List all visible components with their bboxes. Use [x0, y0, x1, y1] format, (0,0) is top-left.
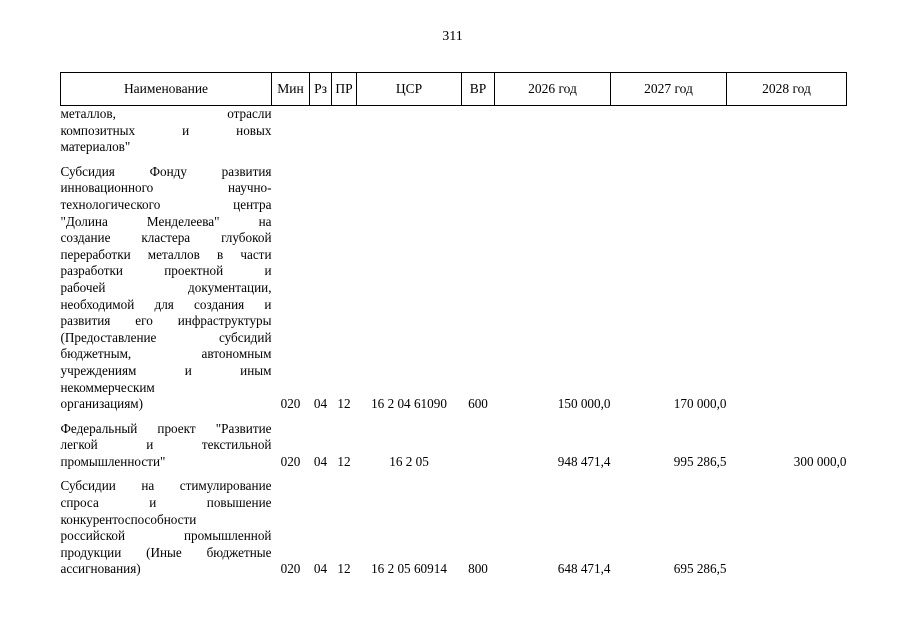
- cell-vr: [462, 421, 495, 471]
- header-csr: ЦСР: [357, 73, 462, 106]
- spacer-cell: [61, 470, 847, 478]
- cell-rz: [310, 106, 332, 156]
- cell-name: [61, 164, 272, 413]
- cell-csr: 16 2 05 60914: [371, 561, 447, 577]
- cell-y2027: 170 000,0: [673, 396, 727, 412]
- name-line: ассигнования): [60, 561, 141, 577]
- cell-name: [61, 421, 272, 471]
- name-line: продукции (Иные бюджетные: [60, 544, 272, 560]
- cell-y2028: [727, 164, 847, 413]
- cell-vr: 600: [468, 396, 488, 412]
- cell-y2027: [611, 106, 727, 156]
- header-2028: 2028 год: [727, 73, 847, 106]
- name-line: композитных и новых: [60, 122, 272, 138]
- header-vr: ВР: [462, 73, 495, 106]
- table-header-row: [61, 73, 847, 106]
- row-spacer: [61, 413, 847, 421]
- cell-csr: 16 2 04 61090: [371, 396, 447, 412]
- row-spacer: [61, 470, 847, 478]
- cell-y2026: [495, 106, 611, 156]
- name-line: бюджетным, автономным: [60, 346, 272, 362]
- name-line: разработки проектной и: [60, 263, 272, 279]
- cell-y2028: [727, 478, 847, 578]
- name-line: конкурентоспособности: [60, 511, 197, 527]
- header-2026: 2026 год: [495, 73, 611, 106]
- budget-table: [60, 72, 847, 578]
- name-line: Субсидии на стимулирование: [60, 478, 272, 494]
- name-line: учреждениям и иным: [60, 362, 272, 378]
- cell-min: 020: [280, 453, 301, 469]
- header-rz: Рз: [310, 73, 332, 106]
- name-line: переработки металлов в части: [60, 246, 272, 262]
- cell-pr: 12: [337, 453, 351, 469]
- cell-name: [61, 478, 272, 578]
- name-line: Субсидия Фонду развития: [60, 163, 272, 179]
- cell-rz: 04: [313, 561, 328, 577]
- table-row: [61, 164, 847, 413]
- cell-pr: [332, 106, 357, 156]
- cell-name: [61, 106, 272, 156]
- cell-csr: 16 2 05: [389, 453, 429, 469]
- header-name: Наименование: [61, 73, 272, 106]
- name-line: Федеральный проект "Развитие: [60, 420, 272, 436]
- header-min: Мин: [272, 73, 310, 106]
- page-number: 311: [442, 29, 463, 44]
- spacer-cell: [61, 156, 847, 164]
- table-row: [61, 421, 847, 471]
- name-line: необходимой для создания и: [60, 296, 272, 312]
- row-spacer: [61, 156, 847, 164]
- cell-pr: 12: [337, 396, 351, 412]
- spacer-cell: [61, 413, 847, 421]
- cell-min: 020: [280, 561, 301, 577]
- cell-y2026: 948 471,4: [557, 453, 611, 469]
- name-line: материалов": [60, 139, 131, 155]
- cell-vr: 800: [468, 561, 488, 577]
- name-line: промышленности": [60, 453, 166, 469]
- cell-rz: 04: [313, 453, 328, 469]
- cell-y2028: [727, 106, 847, 156]
- cell-y2027: 995 286,5: [673, 453, 727, 469]
- name-line: легкой и текстильной: [60, 437, 272, 453]
- cell-y2026: 150 000,0: [557, 396, 611, 412]
- cell-rz: 04: [313, 396, 328, 412]
- name-line: "Долина Менделеева" на: [60, 213, 272, 229]
- cell-y2026: 648 471,4: [557, 561, 611, 577]
- name-line: рабочей документации,: [60, 279, 272, 295]
- name-line: технологического центра: [60, 196, 272, 212]
- name-line: некоммерческим: [60, 379, 155, 395]
- table-row: [61, 478, 847, 578]
- cell-csr: [357, 106, 462, 156]
- name-line: создание кластера глубокой: [60, 230, 272, 246]
- header-2027: 2027 год: [611, 73, 727, 106]
- name-line: организациям): [60, 396, 144, 412]
- table-row: [61, 106, 847, 156]
- name-line: (Предоставление субсидий: [60, 329, 272, 345]
- name-line: спроса и повышение: [60, 495, 272, 511]
- cell-y2028: 300 000,0: [793, 453, 847, 469]
- cell-min: [272, 106, 310, 156]
- cell-min: 020: [280, 396, 301, 412]
- name-line: развития его инфраструктуры: [60, 313, 272, 329]
- cell-y2027: 695 286,5: [673, 561, 727, 577]
- cell-pr: 12: [337, 561, 351, 577]
- name-line: российской промышленной: [60, 528, 272, 544]
- name-line: инновационного научно-: [60, 180, 272, 196]
- name-line: металлов, отрасли: [60, 106, 272, 121]
- cell-vr: [462, 106, 495, 156]
- header-pr: ПР: [332, 73, 357, 106]
